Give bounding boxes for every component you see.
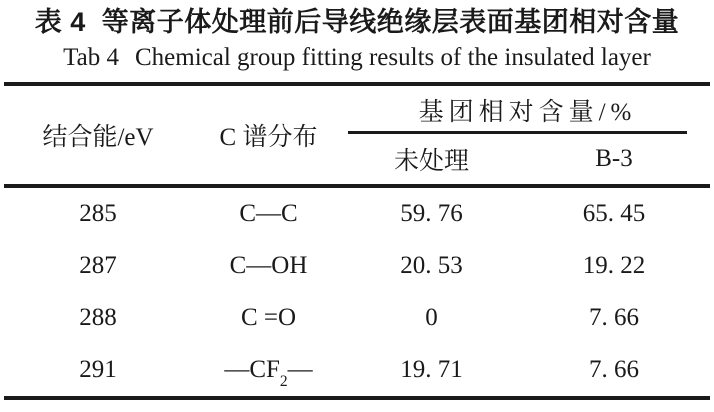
header-relative-content-label: 基团相对含量/% <box>418 99 637 126</box>
table-row <box>4 292 710 344</box>
table-title-en-text: Chemical group fitting results of the insulated layer <box>135 44 651 71</box>
chemical-group-table <box>4 82 710 400</box>
cell-b3: 19. 22 <box>582 252 646 279</box>
cell-group: C—OH <box>229 252 308 279</box>
table-number-zh: 表 4 <box>34 7 86 37</box>
formula-subscript: 2 <box>279 372 288 390</box>
cell-energy: 288 <box>79 304 117 331</box>
cell-group <box>192 344 345 398</box>
header-binding-energy: 结合能/eV <box>4 84 192 186</box>
cell-group: C =O <box>240 304 297 331</box>
table-row <box>4 240 710 292</box>
formula-pre: —CF <box>224 356 280 383</box>
table-row <box>4 186 710 240</box>
header-untreated: 未处理 <box>345 134 518 186</box>
table-title-english <box>0 39 714 77</box>
cell-untreated: 59. 76 <box>400 200 463 227</box>
table-title-zh-text: 等离子体处理前后导线绝缘层表面基团相对含量 <box>101 7 680 37</box>
cell-b3: 7. 66 <box>589 356 639 383</box>
span-header-rule <box>348 131 687 134</box>
table-number-en: Tab 4 <box>63 44 119 71</box>
table-row <box>4 344 710 398</box>
cell-energy: 287 <box>79 252 117 279</box>
cell-untreated: 0 <box>425 304 438 331</box>
header-c-spectrum: C 谱分布 <box>192 84 345 186</box>
cell-b3: 65. 45 <box>582 200 646 227</box>
header-relative-content-span <box>345 84 710 134</box>
cell-group: C—C <box>239 200 298 227</box>
cell-untreated: 19. 71 <box>400 356 463 383</box>
cell-energy: 285 <box>79 200 117 227</box>
formula-post: — <box>287 356 313 383</box>
table-body <box>4 186 710 398</box>
header-b3: B-3 <box>518 134 710 186</box>
table-header <box>4 84 710 186</box>
table-title-chinese <box>0 0 714 39</box>
cell-untreated: 20. 53 <box>400 252 463 279</box>
cell-energy: 291 <box>79 356 117 383</box>
cell-b3: 7. 66 <box>589 304 639 331</box>
